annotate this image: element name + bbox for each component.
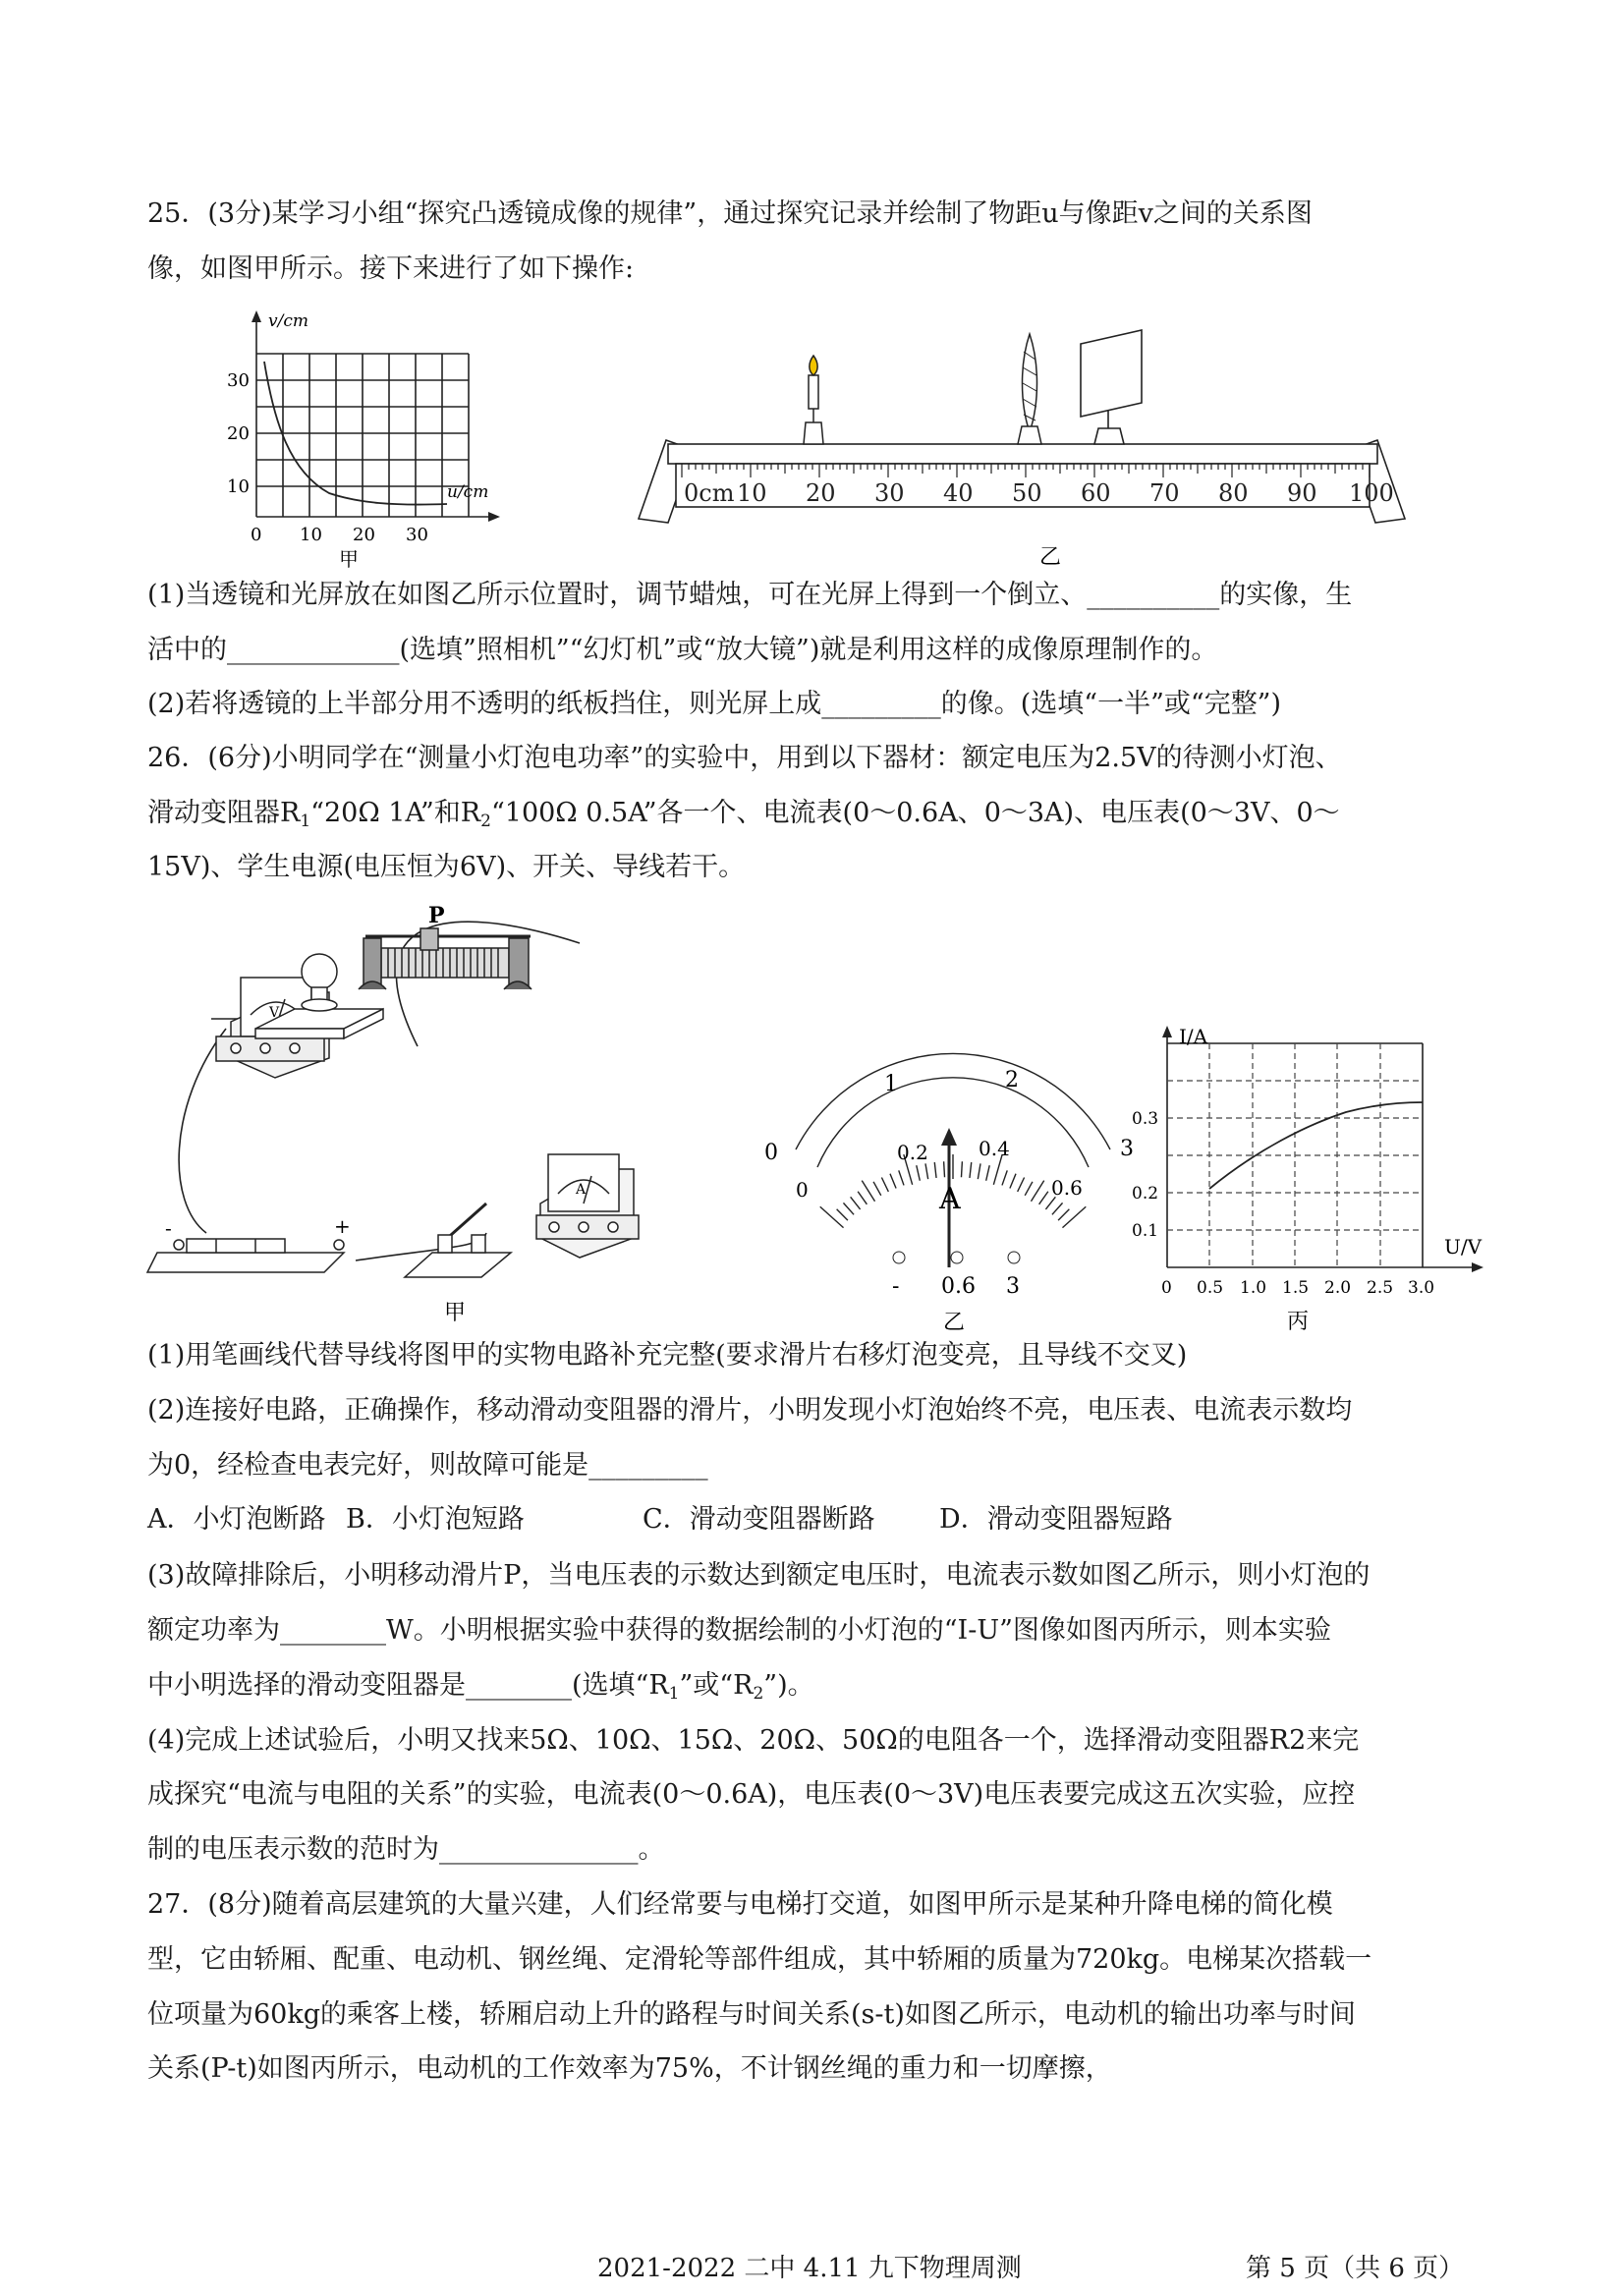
dial-tick <box>970 1162 972 1178</box>
iu-ylabel: I/A <box>1179 1025 1208 1048</box>
dial-tick <box>961 1161 962 1177</box>
dial-tick <box>1010 1174 1016 1189</box>
page-number: 第 5 页（共 6 页） <box>1246 2254 1465 2283</box>
iu-xtick: 0.5 <box>1197 1278 1224 1298</box>
candle <box>804 356 823 444</box>
bench-rail <box>668 444 1377 464</box>
dial-upper-1: 1 <box>884 1072 898 1096</box>
ruler-label: 0cm <box>684 479 735 507</box>
q26-sub3-line-2: 额定功率为________W。小明根据实验中获得的数据绘制的小灯泡的“I-U”图像如图丙所示，则本实验 <box>147 1615 1331 1646</box>
graph-ylabel: v/cm <box>268 311 308 331</box>
q27-line-4: 关系(P-t)如图丙所示，电动机的工作效率为75%，不计钢丝绳的重力和一切摩擦， <box>147 2053 1112 2084</box>
dial-lower-1: 0.2 <box>897 1141 928 1164</box>
q25-sub2: (2)若将透镜的上半部分用不透明的纸板挡住，则光屏上成_________的像。(选填“一半”或“完整”) <box>147 689 1282 719</box>
ruler-label: 100 <box>1349 479 1394 507</box>
q26-sub4-line-2: 成探究“电流与电阻的关系”的实验，电流表(0～0.6A)，电压表(0～3V)电压表要完成这五次实验，应控 <box>147 1779 1356 1810</box>
dial-tick <box>1039 1192 1048 1204</box>
dial-upper-2: 2 <box>1005 1068 1019 1092</box>
terminal-label: 3 <box>1006 1274 1020 1299</box>
q26-line-2: 滑动变阻器$R_1“20\Omega$ 1A”和$R_2“100\Omega$ 0.5A”各一个、电流表(0～0.6A、0～3A)、电压表(0～3V、0～ <box>147 798 1340 831</box>
iu-curve <box>1209 1102 1423 1189</box>
q25-graph-jia <box>221 305 506 570</box>
q26-sub4-line-3: 制的电压表示数的范时为_______________。 <box>147 1834 665 1865</box>
dial-caption: 乙 <box>943 1311 966 1335</box>
dial-tick <box>890 1174 896 1189</box>
iu-xlabel: U/V <box>1444 1235 1483 1259</box>
option-a: A．小灯泡断路 <box>147 1504 326 1535</box>
q26-options <box>147 1500 1173 1540</box>
dial-tick <box>986 1165 990 1181</box>
iu-xtick: 0 <box>1161 1278 1172 1298</box>
q26-sub2-line-1: (2)连接好电路，正确操作，移动滑动变阻器的滑片，小明发现小灯泡始终不亮，电压表、电流表示数均 <box>147 1395 1353 1426</box>
graph-ytick: 10 <box>227 476 250 497</box>
dial-tick <box>1031 1181 1043 1202</box>
circuit-caption: 甲 <box>444 1301 467 1325</box>
q26-sub1: (1)用笔画线代替导线将图甲的实物电路补充完整(要求滑片右移灯泡变亮，且导线不交叉) <box>147 1340 1188 1371</box>
dial-tick <box>843 1203 854 1214</box>
option-d: D．滑动变阻器短路 <box>939 1504 1173 1535</box>
graph-xlabel: u/cm <box>447 482 489 502</box>
ammeter-label: A <box>576 1182 587 1198</box>
ruler-label: 20 <box>806 479 836 507</box>
terminal-label: 0.6 <box>941 1274 976 1299</box>
battery-plus: + <box>334 1214 351 1238</box>
dial-tick <box>837 1209 848 1220</box>
q27-line-1: 27．(8分)随着高层建筑的大量兴建，人们经常要与电梯打交道，如图甲所示是某种升降电梯的简化模 <box>147 1889 1333 1920</box>
q25-line-2: 像，如图甲所示。接下来进行了如下操作: <box>147 253 635 284</box>
graph-ytick: 20 <box>227 423 250 444</box>
iu-ytick: 0.2 <box>1132 1184 1159 1204</box>
dial-tick <box>899 1170 904 1185</box>
dial-tick <box>978 1163 980 1179</box>
graph-xtick: 20 <box>353 525 375 545</box>
q26-sub3-line-3: 中小明选择的滑动变阻器是________(选填“$R_1$”或“$R_2$”)。 <box>147 1670 814 1704</box>
q26-line-1: 26．(6分)小明同学在“测量小灯泡电功率”的实验中，用到以下器材：额定电压为2.5V的待测小灯泡、 <box>147 743 1342 773</box>
terminal-label: - <box>892 1274 900 1299</box>
dial-tick <box>873 1182 881 1196</box>
ruler-label: 10 <box>737 479 767 507</box>
dial-tick <box>934 1162 936 1178</box>
q26-sub2-line-2: 为0，经检查电表完好，则故障可能是_________ <box>147 1450 708 1481</box>
battery-minus: - <box>165 1216 172 1240</box>
iu-xtick: 2.0 <box>1324 1278 1352 1298</box>
iu-xtick: 1.0 <box>1240 1278 1267 1298</box>
iu-xtick: 3.0 <box>1408 1278 1435 1298</box>
dial-tick <box>881 1177 888 1191</box>
q26-iu-graph <box>1132 1022 1493 1336</box>
iu-ytick: 0.3 <box>1132 1109 1159 1129</box>
iu-ytick: 0.1 <box>1132 1221 1159 1241</box>
dial-tick <box>1062 1206 1086 1227</box>
dial-tick <box>1058 1209 1069 1220</box>
q26-circuit-jia <box>147 903 747 1331</box>
dial-tick <box>862 1181 874 1202</box>
graph-xtick: 30 <box>406 525 428 545</box>
dial-tick <box>1018 1177 1025 1191</box>
dial-tick <box>1052 1203 1063 1214</box>
graph-xtick: 0 <box>251 525 262 545</box>
bench-caption: 乙 <box>1039 545 1062 570</box>
graph-xtick: 10 <box>300 525 322 545</box>
footer-title: 2021-2022 二中 4.11 九下物理周测 <box>597 2254 1022 2283</box>
q26-line-3: 15V)、学生电源(电压恒为6V)、开关、导线若干。 <box>147 852 746 882</box>
dial-lower-2: 0.4 <box>979 1137 1010 1160</box>
q25-line-1: 25．(3分)某学习小组“探究凸透镜成像的规律”，通过探究记录并绘制了物距u与像距v之间的关系图 <box>147 198 1313 229</box>
ruler-label: 70 <box>1149 479 1180 507</box>
ruler-label: 30 <box>874 479 905 507</box>
switch <box>405 1204 511 1277</box>
iu-xtick: 2.5 <box>1367 1278 1394 1298</box>
dial-lower-3: 0.6 <box>1051 1176 1083 1200</box>
slider-p-label: P <box>428 903 445 928</box>
q25-sub1-line-2: 活中的_____________(选填”照相机”“幻灯机”或“放大镜”)就是利用这样的成像原理制作的。 <box>147 635 1218 665</box>
dial-unit: A <box>939 1182 961 1216</box>
dial-upper-3: 3 <box>1120 1137 1134 1161</box>
q25-sub1-line-1: (1)当透镜和光屏放在如图乙所示位置时，调节蜡烛，可在光屏上得到一个倒立、__________的实像，生 <box>147 580 1353 610</box>
dial-tick <box>925 1163 928 1179</box>
terminal-3 <box>1008 1252 1020 1263</box>
q26-ammeter-dial <box>756 1051 1149 1336</box>
option-c: C．滑动变阻器断路 <box>643 1504 875 1535</box>
q26-sub3-line-1: (3)故障排除后，小明移动滑片P，当电压表的示数达到额定电压时，电流表示数如图乙所示，则小灯泡的 <box>147 1560 1371 1591</box>
dial-tick <box>944 1161 945 1177</box>
iu-xtick: 1.5 <box>1282 1278 1310 1298</box>
dial-tick <box>820 1206 844 1227</box>
q25-optical-bench <box>629 305 1415 570</box>
battery <box>147 1239 344 1272</box>
q27-line-3: 位项量为60kg的乘客上楼，轿厢启动上升的路程与时间关系(s-t)如图乙所示，电动机的输出功率与时间 <box>147 1999 1356 2030</box>
q27-line-2: 型，它由轿厢、配重、电动机、钢丝绳、定滑轮等部件组成，其中轿厢的质量为720kg。电梯某次搭载一 <box>147 1944 1372 1975</box>
ammeter <box>536 1154 639 1258</box>
graph-caption: 甲 <box>339 547 359 571</box>
light-screen <box>1081 330 1142 444</box>
ruler-label: 90 <box>1287 479 1317 507</box>
ruler-label: 40 <box>943 479 974 507</box>
dial-tick <box>851 1197 861 1209</box>
ruler-label: 80 <box>1218 479 1249 507</box>
graph-ytick: 30 <box>227 370 250 391</box>
dial-tick <box>1025 1182 1033 1196</box>
dial-upper-0: 0 <box>764 1141 778 1165</box>
dial-lower-0: 0 <box>796 1178 809 1202</box>
dial-tick <box>917 1165 921 1181</box>
option-b: B．小灯泡短路 <box>346 1504 525 1535</box>
ruler-label: 60 <box>1081 479 1111 507</box>
voltmeter-label: V <box>269 1005 280 1021</box>
ruler-label: 50 <box>1012 479 1042 507</box>
dial-tick <box>858 1192 867 1204</box>
q26-sub4-line-1: (4)完成上述试验后，小明又找来5Ω、10Ω、15Ω、20Ω、50Ω的电阻各一个，选择滑动变阻器R2来完 <box>147 1725 1360 1756</box>
dial-tick <box>1002 1170 1007 1185</box>
sliding-rheostat <box>359 928 532 989</box>
convex-lens <box>1018 334 1041 444</box>
terminal-neg <box>893 1252 905 1263</box>
iu-caption: 丙 <box>1287 1310 1310 1334</box>
terminal-06 <box>951 1252 963 1263</box>
